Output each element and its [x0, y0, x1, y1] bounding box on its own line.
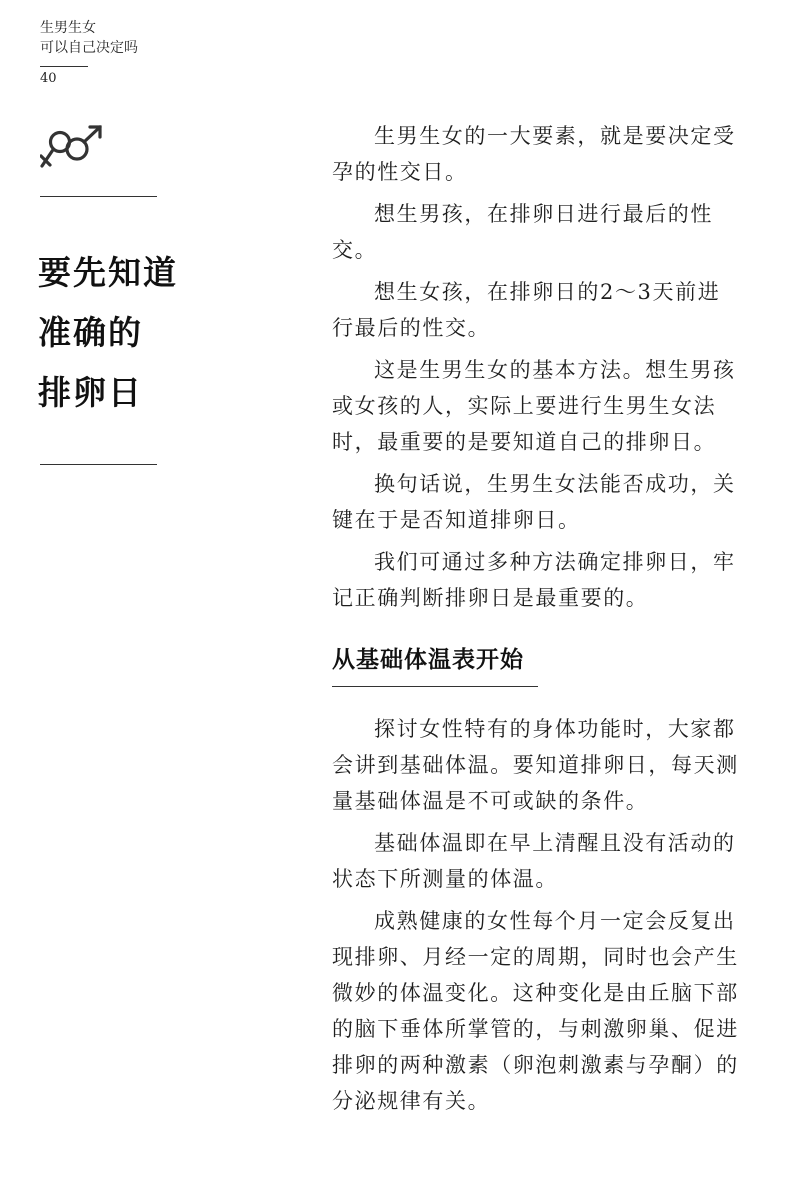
side-title-line3: 排卵日: [38, 373, 143, 412]
body-paragraph: 这是生男生女的基本方法。想生男孩或女孩的人，实际上要进行生男生女法时，最重要的是要知道自己的排卵日。: [332, 358, 736, 454]
body-paragraph: 生男生女的一大要素，就是要决定受孕的性交日。: [332, 124, 736, 184]
body-paragraph: 成熟健康的女性每个月一定会反复出现排卵、月经一定的周期，同时也会产生微妙的体温变化。这种变化是由丘脑下部的脑下垂体所掌管的，与刺激卵巢、促进排卵的两种激素（卵泡刺激素与孕酮）的分泌规律有关。: [332, 909, 739, 1113]
section-body: [332, 711, 742, 1125]
side-title-line2: 准确的: [38, 313, 143, 352]
page-number: 40: [40, 71, 57, 86]
section-heading-underline: [332, 686, 538, 687]
side-title-line1: 要先知道: [38, 253, 178, 292]
body-paragraph: 换句话说，生男生女法能否成功，关键在于是否知道排卵日。: [332, 472, 736, 532]
section-heading-block: [332, 642, 538, 687]
book-title-line2: 可以自己决定吗: [40, 40, 138, 56]
section-heading: 从基础体温表开始: [332, 647, 524, 673]
side-title-top-rule: [40, 196, 157, 197]
body-paragraph: 探讨女性特有的身体功能时，大家都会讲到基础体温。要知道排卵日，每天测量基础体温是不可或缺的条件。: [332, 717, 739, 813]
intro-body: [332, 118, 742, 622]
body-paragraph: 想生男孩，在排卵日进行最后的性交。: [332, 202, 713, 262]
male-female-symbol-icon: [40, 122, 108, 170]
body-paragraph: 基础体温即在早上清醒且没有活动的状态下所测量的体温。: [332, 831, 736, 891]
side-title-bottom-rule: [40, 464, 157, 465]
body-paragraph: 想生女孩，在排卵日的2～3天前进行最后的性交。: [332, 280, 721, 340]
book-title-line1: 生男生女: [40, 20, 96, 36]
running-header: [40, 18, 138, 86]
header-rule: [40, 66, 88, 67]
body-paragraph: 我们可通过多种方法确定排卵日，牢记正确判断排卵日是最重要的。: [332, 550, 736, 610]
chapter-side-title: [38, 243, 178, 423]
